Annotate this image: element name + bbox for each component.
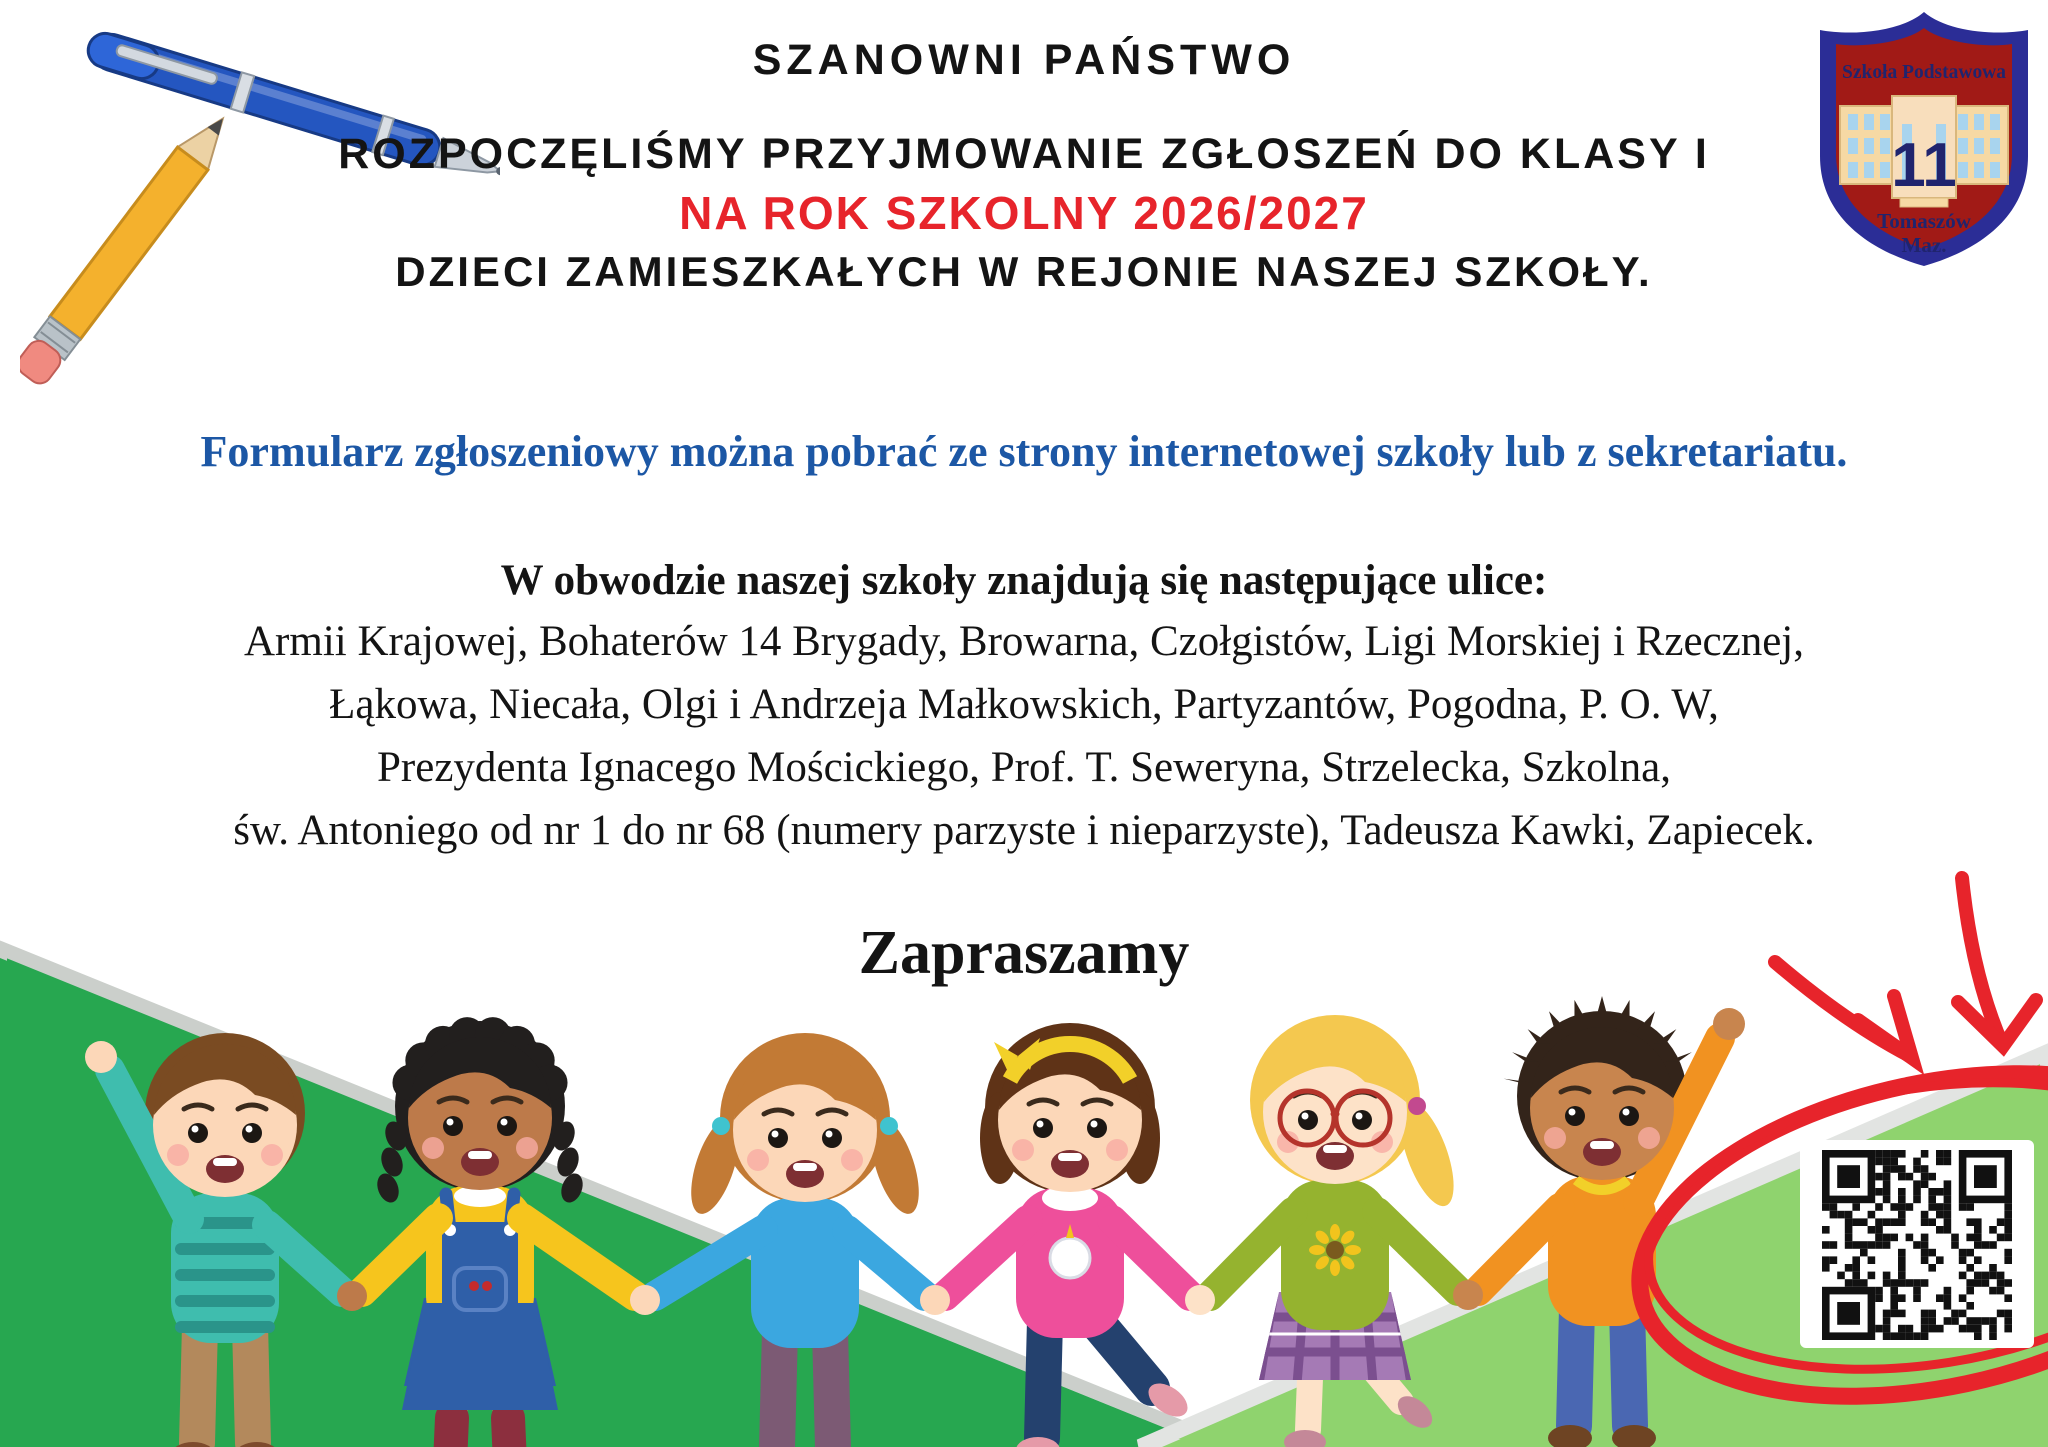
streets-line: Łąkowa, Niecała, Olgi i Andrzeja Małkowskich, Partyzantów, Pogodna, P. O. W,	[329, 681, 1719, 728]
streets-list	[0, 610, 2048, 862]
badge-city-line1: Tomaszów	[1877, 209, 1971, 233]
badge-school-type: Szkoła Podstawowa	[1842, 61, 2006, 83]
announcement-heading: ROZPOCZĘLIŚMY PRZYJMOWANIE ZGŁOSZEŃ DO KLASY I	[338, 130, 1710, 178]
badge-city-line2: Maz.	[1901, 233, 1947, 257]
streets-list-title: W obwodzie naszej szkoły znajdują się następujące ulice:	[500, 557, 1548, 604]
salutation-heading: SZANOWNI PAŃSTWO	[752, 36, 1296, 84]
closing-invitation: Zapraszamy	[858, 919, 1190, 987]
badge-number: 11	[1891, 131, 1957, 200]
qr-code	[1800, 1140, 2034, 1348]
streets-line: św. Antoniego od nr 1 do nr 68 (numery parzyste i nieparzyste), Tadeusza Kawki, Zapiecek.	[233, 807, 1815, 854]
form-info-line: Formularz zgłoszeniowy można pobrać ze strony internetowej szkoły lub z sekretariatu.	[200, 427, 1848, 476]
streets-line: Armii Krajowej, Bohaterów 14 Brygady, Browarna, Czołgistów, Ligi Morskiej i Rzecznej,	[244, 618, 1804, 665]
streets-line: Prezydenta Ignacego Mościckiego, Prof. T. Seweryna, Strzelecka, Szkolna,	[377, 744, 1671, 791]
school-year-heading: NA ROK SZKOLNY 2026/2027	[679, 187, 1369, 239]
children-area-heading: DZIECI ZAMIESZKAŁYCH W REJONIE NASZEJ SZKOŁY.	[395, 248, 1653, 295]
